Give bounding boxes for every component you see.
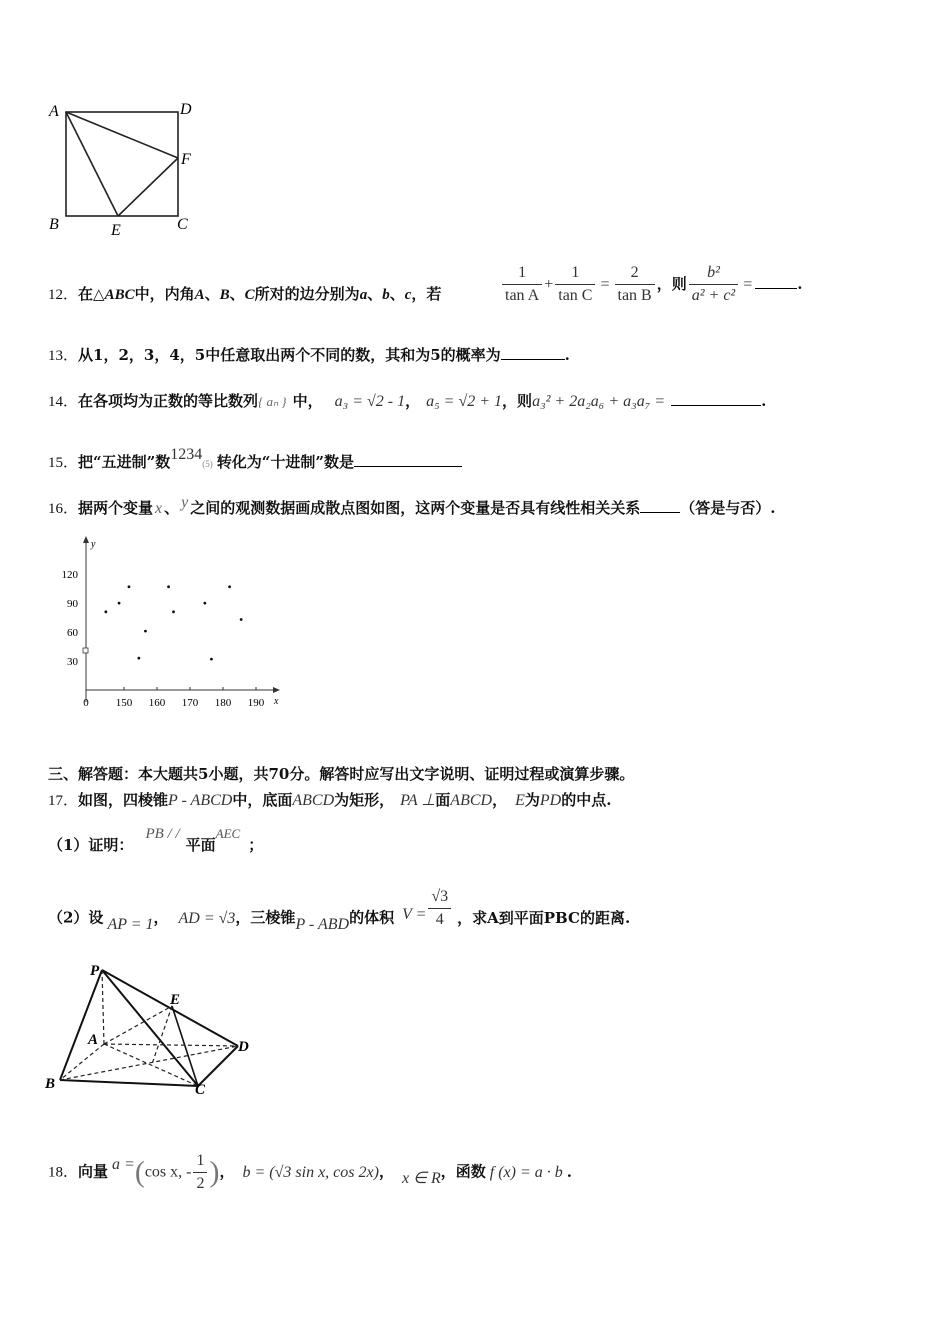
x-tick-label: 190 xyxy=(247,697,265,709)
scatter-point-8 xyxy=(203,602,206,605)
label-A: A xyxy=(88,1032,99,1048)
answer-blank-12[interactable] xyxy=(755,274,797,289)
question-14: 14．在各项均为正数的等比数列{ aₙ } 中， a₃ = √2 - 1， a₅ = √2 + 1，则a₃² + 2a₂a₆ + a₃a₇ = . xyxy=(48,392,767,410)
scatter-point-2 xyxy=(118,602,121,605)
question-16: 16．据两个变量 x 、 y 之间的观测数据画成散点图如图，这两个变量是否具有线性相关关系 （答是与否）. xyxy=(48,494,776,517)
x-tick-label: 150 xyxy=(115,697,133,709)
scatter-point-9 xyxy=(210,658,213,661)
label-C: C xyxy=(195,1082,206,1096)
x-tick-label: 160 xyxy=(148,697,166,709)
question-17-part-1: （1）证明：PB / /平面AEC； xyxy=(48,826,264,854)
y-tick-label: 90 xyxy=(67,598,78,611)
question-17-part-2: （2）设 AP = 1， AD = √3，三棱锥P - ABD的体积 V = $\frac{√3}{4}$ ，求A到平面PBC的距离. xyxy=(48,888,631,933)
y-axis-label: y xyxy=(91,539,96,550)
scatter-point-1 xyxy=(104,610,107,613)
label-C: C xyxy=(177,216,188,233)
answer-blank-16[interactable] xyxy=(640,498,680,513)
x-tick-label: 0 xyxy=(83,697,89,709)
y-tick-label: 60 xyxy=(67,627,78,640)
scatter-point-5 xyxy=(144,630,147,633)
label-A: A xyxy=(49,103,59,120)
label-E: E xyxy=(111,222,121,239)
q12-formula: $\frac{1}{\text{tan A}}$ + $\frac{1}{\text{tan C}}$ = $\frac{2}{\text{tan B}}$ ，则 $\frac{\text{b²}}{\text{a² + c²}}$ = . xyxy=(500,262,803,307)
label-B: B xyxy=(49,216,59,233)
y-axis-arrow xyxy=(83,536,89,543)
scatter-point-7 xyxy=(172,610,175,613)
question-18: 18．向量 a =(cos x, - $\frac{1}{2}$ )， b = (√3 sin x, cos 2x)， x ∈ R，函数 f (x) = a · b . xyxy=(48,1152,573,1192)
scatter-point-4 xyxy=(137,657,140,660)
y-tick-label: 120 xyxy=(61,569,78,582)
label-P: P xyxy=(90,963,100,979)
answer-blank-15[interactable] xyxy=(354,452,462,467)
x-tick-label: 170 xyxy=(181,697,199,709)
scatter-point-3 xyxy=(128,585,131,588)
x-tick-label: 180 xyxy=(214,697,232,709)
scatter-point-10 xyxy=(228,585,231,588)
question-17: 17．如图，四棱锥P - ABCD中，底面ABCD为矩形， PA ⊥面ABCD， E为PD的中点. xyxy=(48,791,612,809)
label-D: D xyxy=(238,1039,249,1055)
answer-blank-14[interactable] xyxy=(671,391,761,406)
x-axis-label: x xyxy=(274,696,279,707)
square-figure xyxy=(44,96,204,240)
question-12: 12．在△ABC中，内角A、B、C所对的边分别为a、b、c，若 xyxy=(48,285,442,303)
label-F: F xyxy=(181,151,191,168)
label-E: E xyxy=(170,992,181,1008)
pyramid-figure xyxy=(42,960,262,1096)
label-B: B xyxy=(45,1076,56,1092)
scatter-point-11 xyxy=(240,618,243,621)
question-13: 13．从1，2，3，4，5中任意取出两个不同的数，其和为5的概率为 . xyxy=(48,346,570,364)
x-axis-arrow xyxy=(273,687,280,693)
scatter-point-6 xyxy=(167,585,170,588)
section-3-heading: 三、解答题：本大题共5小题，共70分。解答时应写出文字说明、证明过程或演算步骤。 xyxy=(48,765,635,783)
answer-blank-13[interactable] xyxy=(501,345,565,360)
scatter-chart xyxy=(50,536,290,716)
y-tick-label: 30 xyxy=(67,656,78,669)
axis-break xyxy=(83,648,88,653)
question-15: 15．把“五进制”数1234(5) 转化为“十进制”数是 xyxy=(48,452,462,474)
label-D: D xyxy=(180,101,192,118)
